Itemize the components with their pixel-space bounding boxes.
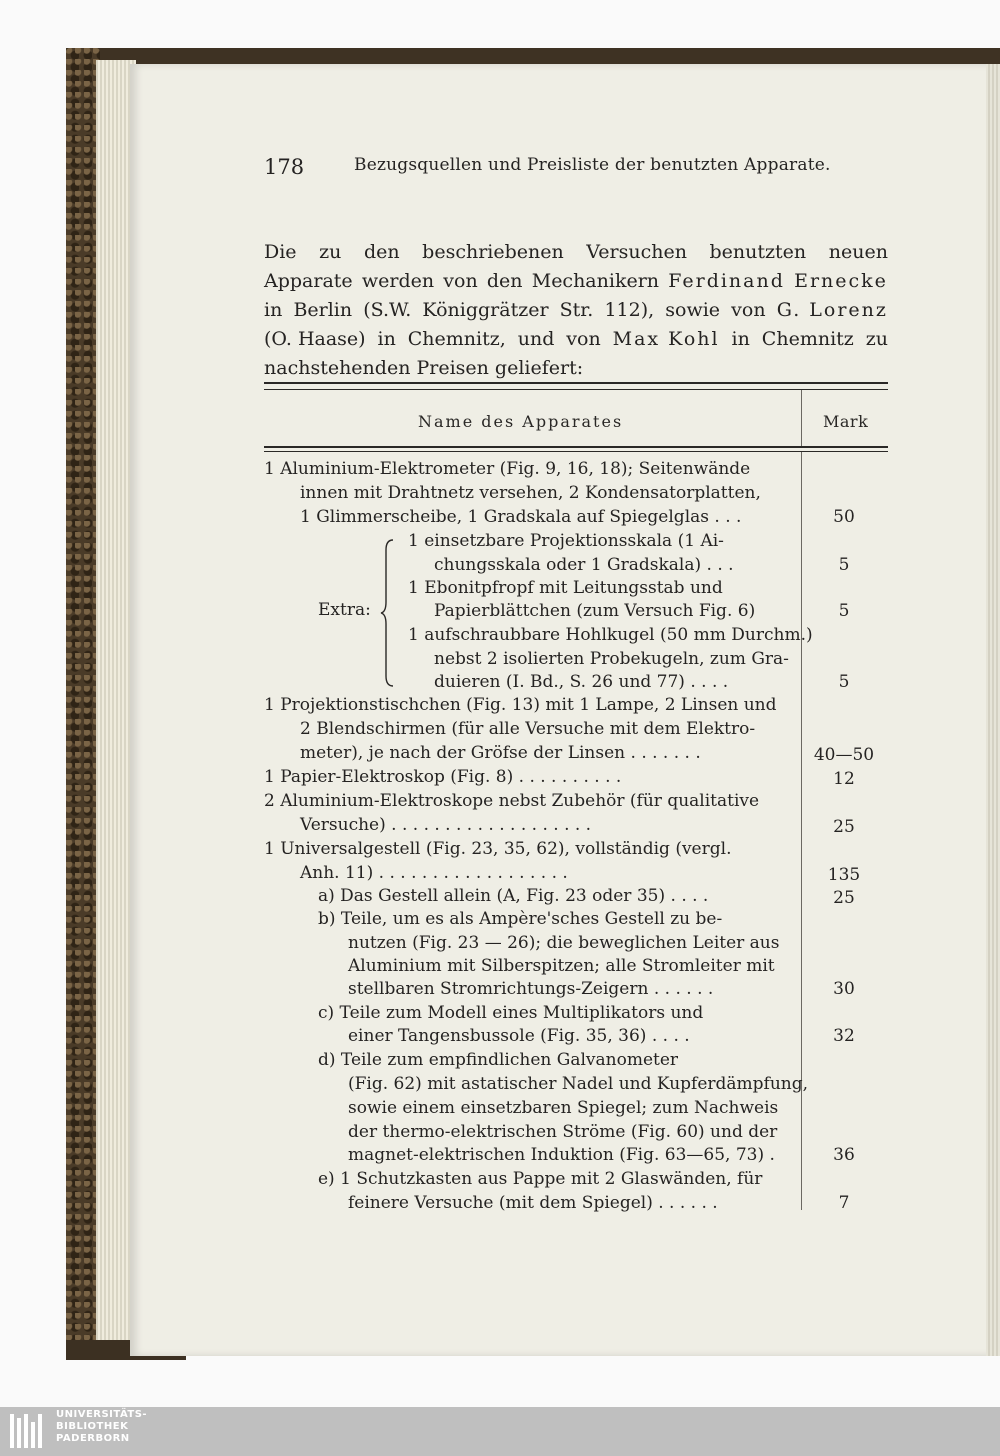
table-row: Anh. 11) . . . . . . . . . . . . . . . . . .	[300, 863, 568, 883]
table-row: a) Das Gestell allein (A, Fig. 23 oder 35) . . . .	[318, 886, 709, 906]
table-row: chungsskala oder 1 Gradskala) . . .	[434, 555, 734, 575]
table-row: Papierblättchen (zum Versuch Fig. 6)	[434, 601, 756, 621]
table-row: sowie einem einsetzbaren Spiegel; zum Nachweis	[348, 1098, 779, 1118]
mark-value: 36	[833, 1145, 855, 1165]
mark-value: 12	[833, 769, 855, 789]
column-divider	[801, 390, 802, 446]
extra-brace	[380, 538, 394, 688]
table-row: 1 aufschraubbare Hohlkugel (50 mm Durchm.)	[408, 625, 813, 645]
table-row: 1 Papier-Elektroskop (Fig. 8) . . . . . . . . . .	[264, 767, 622, 787]
page-number: 178	[264, 155, 305, 179]
page-edges-right	[986, 64, 1000, 1356]
table-header-rule	[264, 446, 888, 448]
mark-value: 40—50	[813, 745, 875, 765]
mark-value: 25	[833, 817, 855, 837]
table-row: feinere Versuche (mit dem Spiegel) . . . . . .	[348, 1193, 718, 1213]
table-row: Aluminium mit Silberspitzen; alle Stromleiter mit	[348, 956, 775, 976]
table-row: d) Teile zum empfindlichen Galvanometer	[318, 1050, 679, 1070]
table-row: duieren (I. Bd., S. 26 und 77) . . . .	[434, 672, 729, 692]
table-row: 2 Aluminium-Elektroskope nebst Zubehör (für qualitative	[264, 791, 760, 811]
table-row: 2 Blendschirmen (für alle Versuche mit dem Elektro-	[300, 719, 756, 739]
mark-value: 50	[833, 507, 855, 527]
mark-value: 5	[838, 672, 850, 692]
intro-line: nachstehenden Preisen geliefert:	[264, 357, 584, 379]
library-name: UNIVERSITÄTS- BIBLIOTHEK PADERBORN	[56, 1409, 148, 1444]
table-row: 1 Projektionstischchen (Fig. 13) mit 1 Lampe, 2 Linsen und	[264, 695, 777, 715]
intro-line: (O. Haase) in Chemnitz, und von Max Kohl in Chemnitz zu	[264, 328, 888, 350]
table-row: meter), je nach der Gröfse der Linsen . . . . . . .	[300, 743, 701, 763]
mark-value: 30	[833, 979, 855, 999]
table-row: innen mit Drahtnetz versehen, 2 Kondensatorplatten,	[300, 483, 761, 503]
marbled-book-cover	[66, 48, 100, 1358]
mark-value: 5	[838, 601, 850, 621]
table-row: 1 Glimmerscheibe, 1 Gradskala auf Spiegelglas . . .	[300, 507, 742, 527]
table-top-rule	[264, 382, 888, 384]
mark-value: 135	[827, 865, 861, 885]
table-header-rule-thin	[264, 451, 888, 452]
extra-label: Extra:	[318, 600, 371, 620]
table-row: nebst 2 isolierten Probekugeln, zum Gra-	[434, 649, 789, 669]
library-footer-bar	[0, 1407, 1000, 1456]
running-head: Bezugsquellen und Preisliste der benutzten Apparate.	[354, 155, 831, 175]
mark-value: 32	[833, 1026, 855, 1046]
mark-value: 7	[838, 1193, 850, 1213]
table-row: stellbaren Stromrichtungs-Zeigern . . . . . .	[348, 979, 714, 999]
table-row: einer Tangensbussole (Fig. 35, 36) . . . .	[348, 1026, 690, 1046]
mark-value: 25	[833, 888, 855, 908]
table-row: e) 1 Schutzkasten aus Pappe mit 2 Glaswänden, für	[318, 1169, 763, 1189]
table-row: 1 einsetzbare Projektionsskala (1 Ai-	[408, 531, 724, 551]
table-row: b) Teile, um es als Ampère'sches Gestell zu be-	[318, 909, 723, 929]
table-row: 1 Universalgestell (Fig. 23, 35, 62), vollständig (vergl.	[264, 839, 732, 859]
intro-line: Apparate werden von den Mechanikern Ferdinand Ernecke	[264, 270, 888, 292]
mark-value: 5	[838, 555, 850, 575]
table-row: magnet-elektrischen Induktion (Fig. 63—65, 73) .	[348, 1145, 775, 1165]
table-top-rule-thin	[264, 389, 888, 390]
header-name: Name des Apparates	[418, 412, 624, 431]
intro-line: in Berlin (S.W. Königgrätzer Str. 112), sowie von G. Lorenz	[264, 299, 888, 321]
table-row: (Fig. 62) mit astatischer Nadel und Kupferdämpfung,	[348, 1074, 809, 1094]
table-row: Versuche) . . . . . . . . . . . . . . . . . . .	[300, 815, 592, 835]
library-logo-icon	[8, 1410, 50, 1452]
table-row: der thermo-elektrischen Ströme (Fig. 60) und der	[348, 1122, 778, 1142]
intro-paragraph	[264, 238, 888, 383]
header-mark: Mark	[823, 412, 869, 431]
intro-line: Die zu den beschriebenen Versuchen benutzten neuen	[264, 241, 888, 263]
table-row: 1 Aluminium-Elektrometer (Fig. 9, 16, 18); Seitenwände	[264, 459, 751, 479]
table-row: 1 Ebonitpfropf mit Leitungsstab und	[408, 578, 723, 598]
table-row: nutzen (Fig. 23 — 26); die beweglichen Leiter aus	[348, 933, 780, 953]
table-row: c) Teile zum Modell eines Multiplikators und	[318, 1003, 704, 1023]
